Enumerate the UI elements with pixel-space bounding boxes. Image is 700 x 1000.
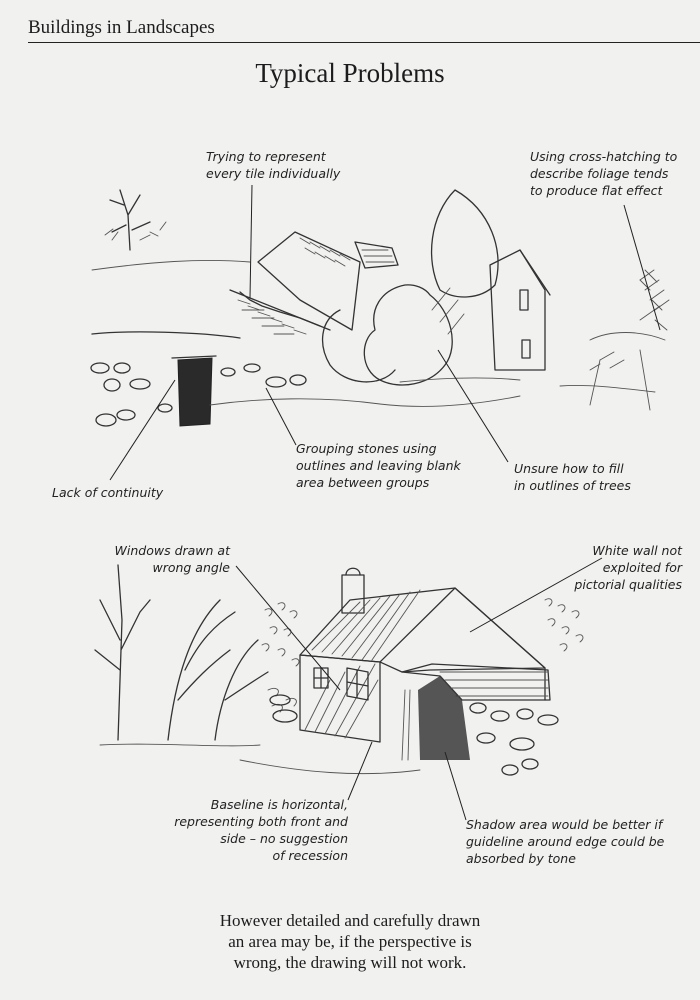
note-windows xyxy=(115,542,230,576)
caption xyxy=(0,910,700,973)
note-trees-text: Unsure how to fill in outlines of trees xyxy=(514,461,631,493)
note-grouping-stones xyxy=(296,440,461,491)
note-cross-hatching-text: Using cross-hatching to describe foliage tends to produce flat effect xyxy=(530,149,678,198)
note-windows-text: Windows drawn at wrong angle xyxy=(114,543,230,575)
village-sketch xyxy=(91,190,669,426)
note-baseline xyxy=(174,796,348,864)
sketch2-leader-lines xyxy=(236,558,602,820)
sketch1-leader-lines xyxy=(110,185,660,480)
caption-text: However detailed and carefully drawn an area may be, if the perspective is wrong, the drawing will not work. xyxy=(219,911,481,972)
note-trees xyxy=(514,460,631,494)
note-shadow xyxy=(466,816,664,867)
note-white-wall xyxy=(574,542,682,593)
note-continuity-text: Lack of continuity xyxy=(52,485,164,500)
note-baseline-text: Baseline is horizontal, representing both front and side – no suggestion of recession xyxy=(174,797,348,863)
note-tiles xyxy=(206,148,340,182)
note-white-wall-text: White wall not exploited for pictorial qualities xyxy=(574,543,682,592)
note-continuity xyxy=(52,484,163,501)
cottage-sketch xyxy=(95,565,583,775)
note-shadow-text: Shadow area would be better if guideline around edge could be absorbed by tone xyxy=(466,817,665,866)
section-title: Buildings in Landscapes xyxy=(28,17,215,38)
note-grouping-stones-text: Grouping stones using outlines and leaving blank area between groups xyxy=(296,441,461,490)
note-tiles-text: Trying to represent every tile individually xyxy=(206,149,341,181)
note-cross-hatching xyxy=(530,148,677,199)
page-title: Typical Problems xyxy=(255,58,445,88)
